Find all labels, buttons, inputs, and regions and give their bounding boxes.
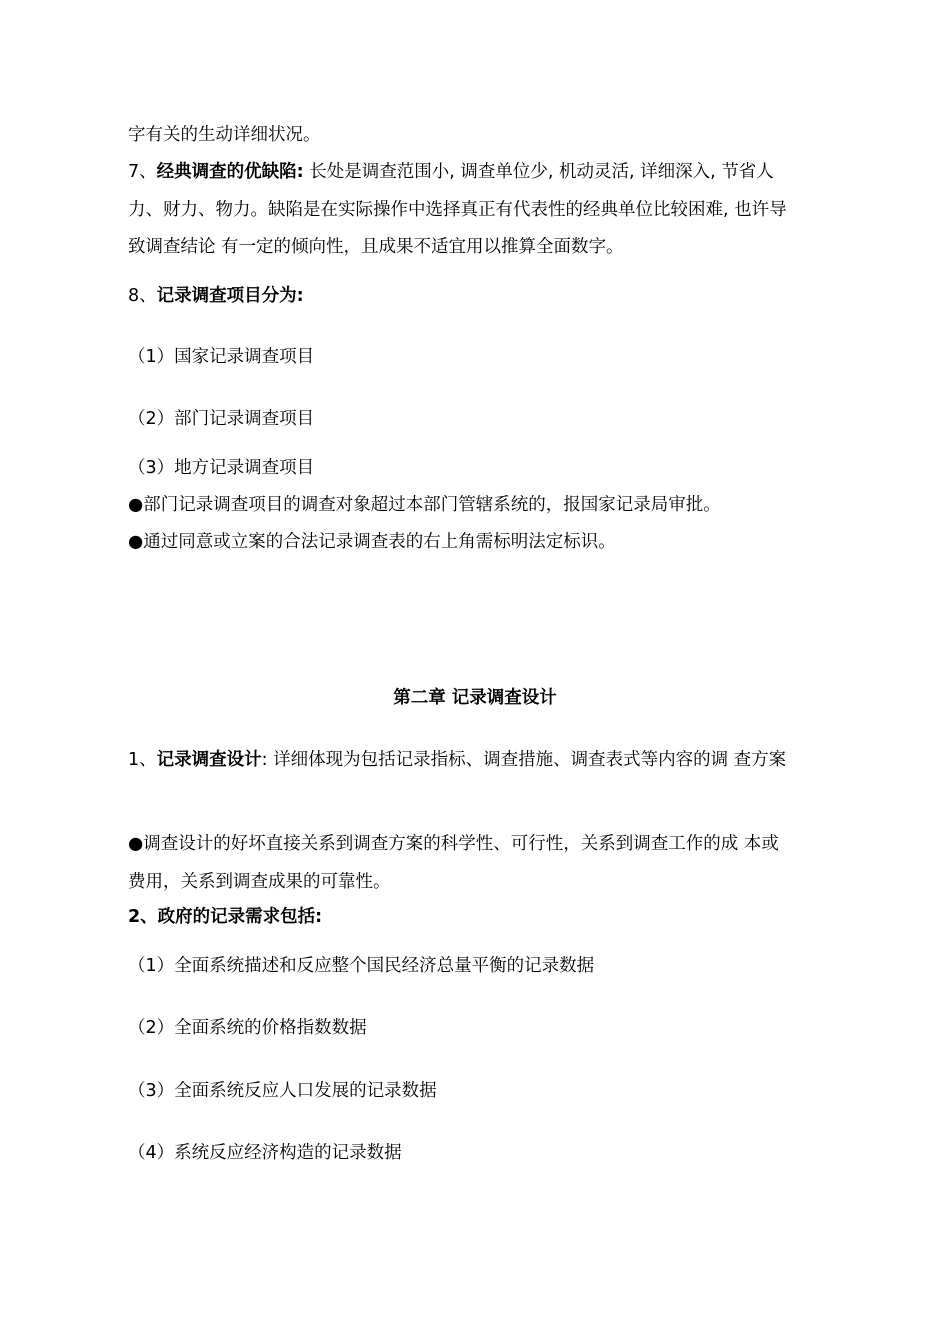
text-line: 费用，关系到调查成果的可靠性。: [128, 872, 391, 892]
item-7-line: [128, 160, 838, 184]
item-text: : 详细体现为包括记录指标、调查措施、调查表式等内容的调 查方案: [261, 750, 787, 770]
text-line: 力、财力、物力。缺陷是在实际操作中选择真正有代表性的经典单位比较困难, 也许导: [128, 200, 787, 220]
list-item: （2）全面系统的价格指数数据: [128, 1018, 367, 1038]
text-line: 致调查结论 有一定的倾向性，且成果不适宜用以推算全面数字。: [128, 237, 624, 257]
item-number: 1、: [128, 750, 157, 770]
bullet-line: ●部门记录调查项目的调查对象超过本部门管辖系统的，报国家记录局审批。: [128, 495, 721, 515]
list-item: （2）部门记录调查项目: [128, 409, 315, 429]
list-item: （1）国家记录调查项目: [128, 347, 315, 367]
list-item: （4）系统反应经济构造的记录数据: [128, 1143, 402, 1163]
item-heading: 记录调查设计: [156, 750, 262, 770]
chapter-title: 第二章 记录调查设计: [393, 688, 557, 708]
item-heading: 记录调查项目分为:: [156, 286, 304, 306]
bullet-line: ●通过同意或立案的合法记录调查表的右上角需标明法定标识。: [128, 532, 616, 552]
list-item: （1）全面系统描述和反应整个国民经济总量平衡的记录数据: [128, 956, 595, 976]
bullet-line: ●调查设计的好坏直接关系到调查方案的科学性、可行性，关系到调查工作的成 本或: [128, 834, 779, 854]
item-1-line: [128, 748, 838, 772]
list-item: （3）全面系统反应人口发展的记录数据: [128, 1081, 437, 1101]
item-heading: 经典调查的优缺陷:: [156, 162, 304, 182]
item-number: 8、: [128, 286, 157, 306]
item-text: 长处是调查范围小, 调查单位少, 机动灵活, 详细深入, 节省人: [303, 162, 774, 182]
item-8-line: [128, 284, 838, 308]
item-2-heading: 2、政府的记录需求包括:: [128, 907, 323, 927]
item-number: 7、: [128, 162, 157, 182]
text-line: 字有关的生动详细状况。: [128, 125, 321, 145]
list-item: （3）地方记录调查项目: [128, 458, 315, 478]
